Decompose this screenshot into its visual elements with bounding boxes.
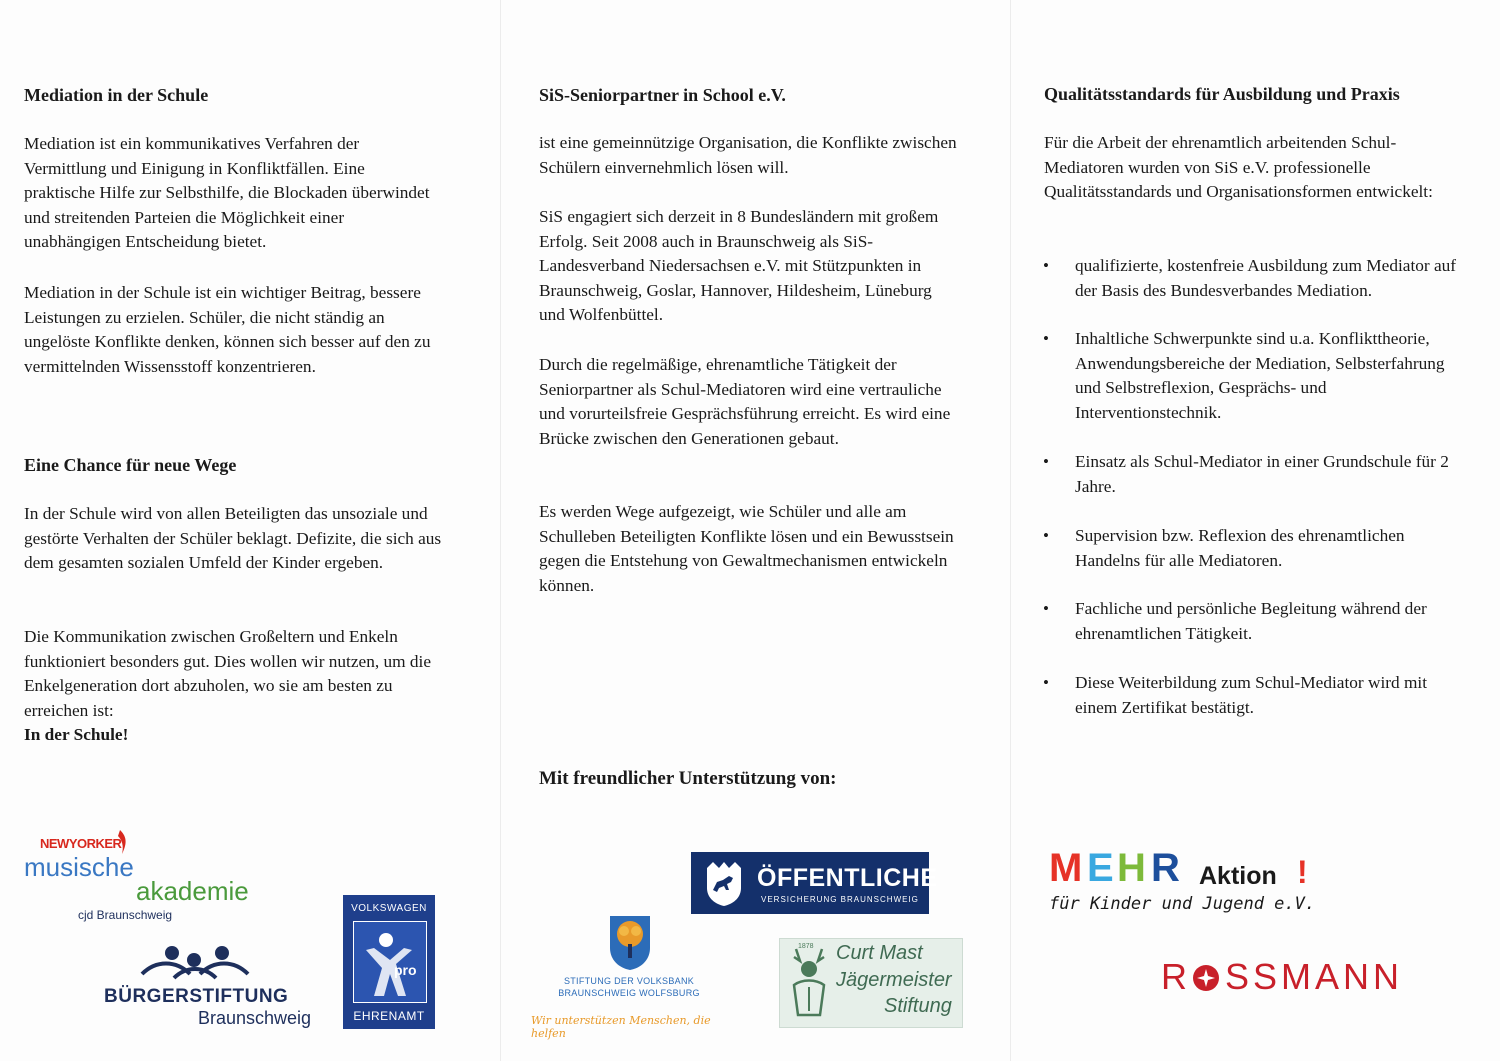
heading-mediation: Mediation in der Schule xyxy=(24,85,209,105)
volksbank-name: STIFTUNG DER VOLKSBANK xyxy=(563,976,695,986)
volksbank-slogan: Wir unterstützen Menschen, die helfen xyxy=(531,1014,711,1040)
vw-emblem xyxy=(353,921,427,1003)
mehr-aktion-logo xyxy=(1049,846,1339,926)
paragraph: Mediation ist ein kommunikatives Verfahren der Vermittlung und Einigung in Konfliktfällen. Eine praktische Hilfe zur Selbsthilfe, die Blockaden überwindet und streitenden Parteien die Möglichkeit einer unabhängigen Entscheidung bietet. xyxy=(24,134,430,252)
left-panel xyxy=(0,0,500,1061)
buergerstiftung-logo xyxy=(104,944,314,1034)
list-item xyxy=(1011,597,1500,657)
ehrenamt-label: EHRENAMT xyxy=(353,1009,425,1023)
list-item xyxy=(1011,327,1500,427)
pro-label: pro xyxy=(394,962,417,978)
bullet: • xyxy=(1043,256,1049,275)
paragraph-emphasis: In der Schule! xyxy=(24,725,129,745)
paragraph-text: Die Kommunikation zwischen Großeltern und Enkeln funktioniert besonders gut. Dies wollen wir nutzen, um die Enkelgeneration dort abzuholen, wo sie am besten zu erreichen ist: xyxy=(24,627,431,720)
bullet: • xyxy=(1043,329,1049,348)
oeffentliche-subtitle: VERSICHERUNG BRAUNSCHWEIG xyxy=(761,895,919,904)
paragraph: Mediation in der Schule ist ein wichtiger Beitrag, bessere Leistungen zu erzielen. Schüler, die nicht ständig an ungelöste Konflikte denken, können sich besser auf den zu vermittelnden Wissensstoff konzentrieren. xyxy=(24,283,431,376)
cjd-label: cjd Braunschweig xyxy=(78,908,173,922)
list-item-text: Inhaltliche Schwerpunkte sind u.a. Konflikttheorie, Anwendungsbereiche der Mediation, Selbsterfahrung und Selbstreflexion, Gesprächs- und Interventionstechnik. xyxy=(1075,329,1445,422)
year-label: 1878 xyxy=(798,943,814,950)
volksbank-city: BRAUNSCHWEIG WOLFSBURG xyxy=(558,988,700,998)
aktion-exclamation: ! xyxy=(1297,854,1308,890)
list-item xyxy=(1011,671,1500,731)
mehr-letter: H xyxy=(1117,846,1146,890)
tree-crest-icon xyxy=(607,914,653,972)
paragraph: Durch die regelmäßige, ehrenamtliche Tätigkeit der Seniorpartner als Schul-Mediatoren wird eine vertrauliche und vorurteilsfreie Gesprächsführung erreicht. Es wird eine Brücke zwischen den Generationen gebaut. xyxy=(539,355,951,448)
list-item-text: Diese Weiterbildung zum Schul-Mediator wird mit einem Zertifikat bestätigt. xyxy=(1075,673,1428,717)
list-item-text: Einsatz als Schul-Mediator in einer Grundschule für 2 Jahre. xyxy=(1075,452,1449,496)
rossmann-letter-r: R xyxy=(1161,956,1191,997)
bullet: • xyxy=(1043,673,1049,692)
middle-panel xyxy=(500,0,1011,1061)
people-icon xyxy=(134,944,254,984)
rossmann-o-icon xyxy=(1191,963,1221,993)
volkswagen-label: VOLKSWAGEN xyxy=(351,903,427,914)
curt-mast-stiftung-logo xyxy=(779,938,963,1028)
musische-akademie-logo xyxy=(24,828,264,928)
buergerstiftung-wordmark: BÜRGERSTIFTUNG xyxy=(104,986,289,1007)
curt-mast-line3: Stiftung xyxy=(884,995,952,1017)
curt-mast-line2: Jägermeister xyxy=(836,969,952,991)
aktion-wordmark: Aktion xyxy=(1199,862,1277,890)
list-item-text: Fachliche und persönliche Begleitung während der ehrenamtlichen Tätigkeit. xyxy=(1075,599,1427,643)
paragraph: Für die Arbeit der ehrenamtlich arbeitenden Schul-Mediatoren wurden von SiS e.V. professionelle Qualitätsstandards und Organisationsformen entwickelt: xyxy=(1044,133,1433,202)
akademie-wordmark: akademie xyxy=(136,876,249,906)
heading-quality: Qualitätsstandards für Ausbildung und Praxis xyxy=(1044,84,1400,104)
braunschweig-label: Braunschweig xyxy=(198,1008,312,1028)
list-item xyxy=(1011,524,1500,584)
mehr-letter: M xyxy=(1049,846,1083,890)
paragraph: SiS engagiert sich derzeit in 8 Bundesländern mit großem Erfolg. Seit 2008 auch in Braunschweig als SiS-Landesverband Niedersachsen e.V. mit Stützpunkten in Braunschweig, Goslar, Hannover, Hildesheim, Lüneburg und Wolfenbüttel. xyxy=(539,207,939,325)
curt-mast-line1: Curt Mast xyxy=(836,942,923,964)
newyorker-wordmark: NEWYORKER xyxy=(40,836,122,851)
paragraph: Es werden Wege aufgezeigt, wie Schüler und alle am Schulleben Beteiligten Konflikte lösen und ein Bewusstsein gegen die Entstehung von Gewaltmechanismen entwickeln können. xyxy=(539,502,954,595)
vw-pro-ehrenamt-logo xyxy=(343,895,435,1029)
rossmann-logo xyxy=(1161,956,1421,1002)
paragraph: In der Schule wird von allen Beteiligten das unsoziale und gestörte Verhalten der Schüler beklagt. Defizite, die sich aus dem gesamten sozialen Umfeld der Kinder ergeben. xyxy=(24,504,442,573)
bullet: • xyxy=(1043,526,1049,545)
paragraph: ist eine gemeinnützige Organisation, die Konflikte zwischen Schülern einvernehmlich lösen will. xyxy=(539,133,957,177)
musische-wordmark: musische xyxy=(24,852,134,882)
volksbank-stiftung-logo xyxy=(529,914,749,1040)
support-heading: Mit freundlicher Unterstützung von: xyxy=(539,768,837,789)
paragraph xyxy=(24,625,444,748)
list-item-text: Supervision bzw. Reflexion des ehrenamtlichen Handelns für alle Mediatoren. xyxy=(1075,526,1405,570)
heading-chance: Eine Chance für neue Wege xyxy=(24,455,237,475)
mehr-letter: E xyxy=(1087,846,1114,890)
list-item-text: qualifizierte, kostenfreie Ausbildung zum Mediator auf der Basis des Bundesverbandes Mediation. xyxy=(1075,256,1457,300)
right-panel xyxy=(1010,0,1500,1061)
mehr-letter: R xyxy=(1151,846,1180,890)
oeffentliche-wordmark: ÖFFENTLICHE xyxy=(757,864,938,892)
rossmann-wordmark: SSMANN xyxy=(1225,956,1404,997)
horse-emblem-icon xyxy=(699,858,749,908)
bullet: • xyxy=(1043,599,1049,618)
list-item xyxy=(1011,254,1500,334)
oeffentliche-logo xyxy=(691,852,938,914)
mehr-subtitle: für Kinder und Jugend e.V. xyxy=(1049,894,1316,914)
bullet: • xyxy=(1043,452,1049,471)
heading-sis: SiS-Seniorpartner in School e.V. xyxy=(539,85,786,105)
stag-emblem-icon xyxy=(786,945,832,1023)
list-item xyxy=(1011,450,1500,510)
